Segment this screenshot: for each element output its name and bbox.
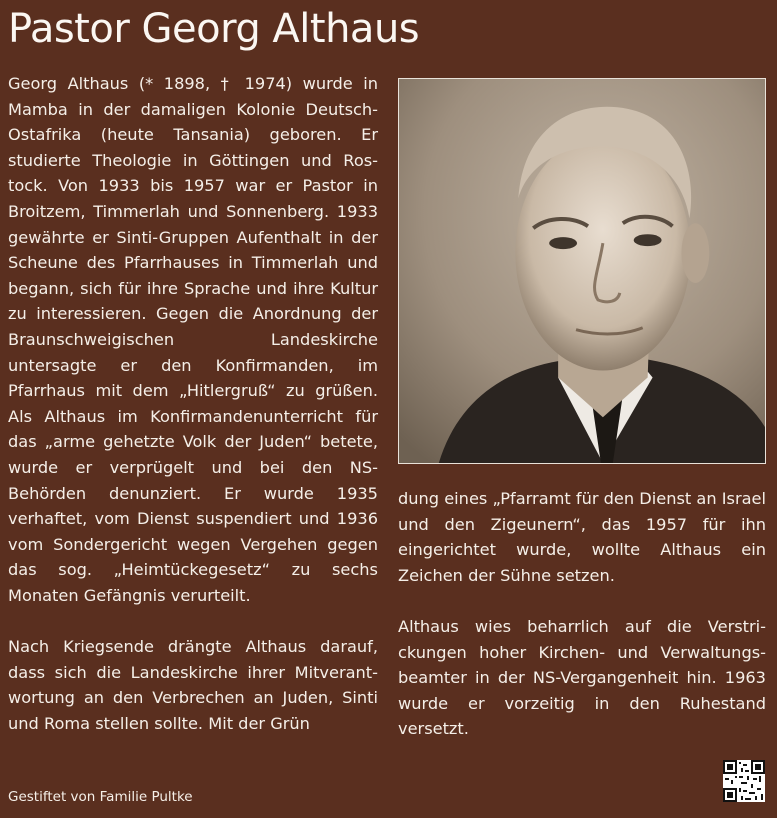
sponsor-credit: Gestiftet von Familie Pultke — [8, 789, 193, 805]
biography-left-column — [8, 71, 378, 736]
portrait-image — [399, 79, 765, 463]
biography-paragraph: Georg Althaus (* 1898, † 1974) wurde in Mamba in der damaligen Kolonie Deutsch-Ostafrika (heute Tansania) geboren. Er studierte Theologie in Göttingen und Rostock. Von 1933 bis 1957 war er Pastor in Broitzem, Timmerlah und Sonnenberg. 1933 gewährte er Sinti-Gruppen Aufenthalt in der Scheune des Pfarrhauses in Timmerlah und begann, sich für ihre Sprache und ihre Kultur zu interessieren. Gegen die Anordnung der Braunschweigischen Landeskirche untersagte er den Konfirmanden, im Pfarrhaus mit dem „Hitlergruß“ zu grüßen. Als Althaus im Konfirmandenunterricht für das „arme gehetzte Volk der Juden“ betete, wurde er verprügelt und bei den NS-Behörden denunziert. Er wurde 1935 verhaftet, vom Dienst suspendiert und 1936 vom Sondergericht wegen Vergehen gegen das sog. „Heimtückegesetz“ zu sechs Monaten Gefängnis verurteilt. — [8, 74, 378, 605]
biography-right-column — [398, 486, 766, 742]
biography-paragraph: dung eines „Pfarramt für den Dienst an Israel und den Zigeunern“, das 1957 für ihn eingerichtet wurde, wollte Althaus ein Zeichen der Sühne setzen. — [398, 489, 766, 585]
page-title: Pastor Georg Althaus — [8, 6, 420, 52]
biography-paragraph: Althaus wies beharrlich auf die Verstrickungen hoher Kirchen- und Verwaltungsbeamter in der NS-Vergangenheit hin. 1963 wurde er vorzeitig in den Ruhestand versetzt. — [398, 616, 766, 739]
qr-code-icon[interactable] — [723, 760, 765, 802]
biography-paragraph: Nach Kriegsende drängte Althaus darauf, dass sich die Landeskirche ihrer Mitverantwortung an den Verbrechen an Juden, Sinti und Roma stellen sollte. Mit der Grün — [8, 637, 378, 733]
portrait-photo — [398, 78, 766, 464]
